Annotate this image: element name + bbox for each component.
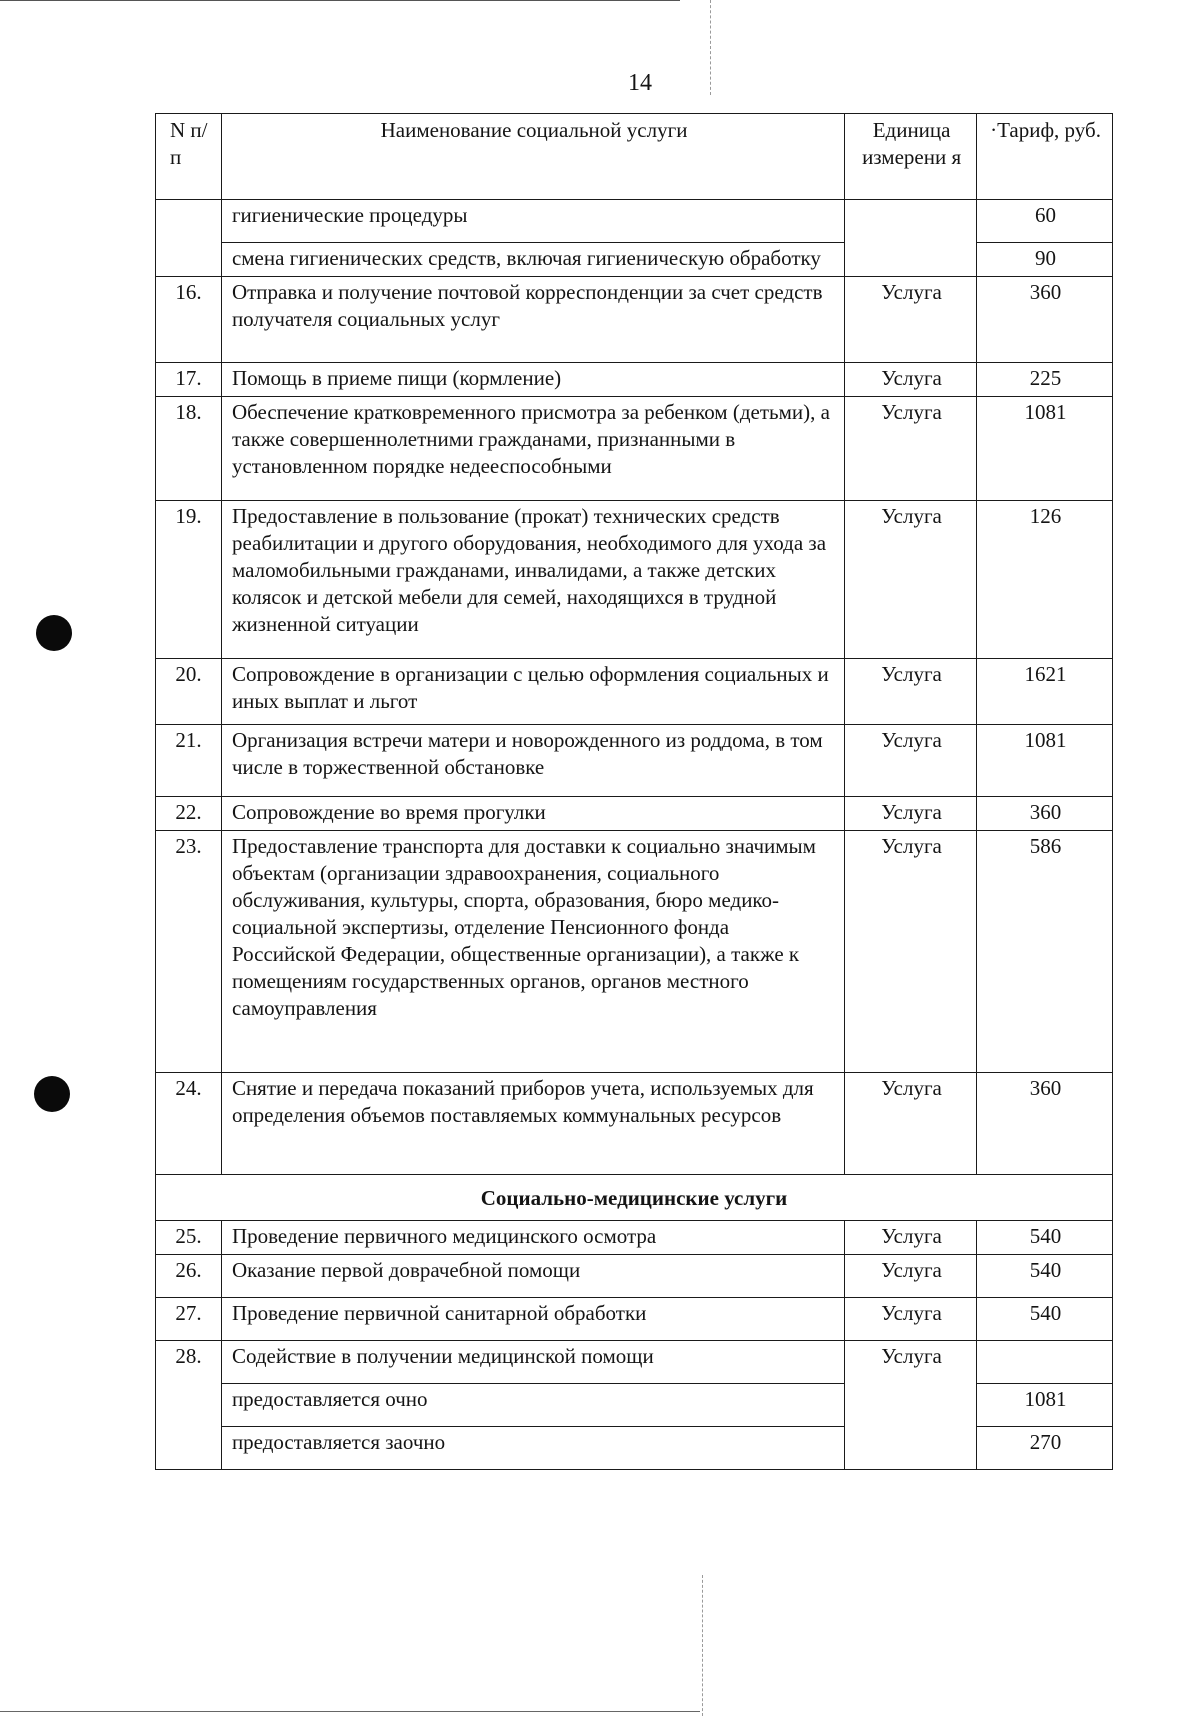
page-number: 14	[628, 70, 652, 96]
row-tariff: 586	[977, 831, 1113, 1073]
row-num: 17.	[156, 363, 222, 397]
table-row	[156, 1221, 1113, 1255]
fold-line	[702, 1575, 703, 1716]
hole-punch	[34, 1076, 70, 1112]
row-name: гигиенические процедуры	[221, 200, 844, 243]
table-row	[156, 1341, 1113, 1384]
row-tariff: 1081	[977, 1384, 1113, 1427]
row-num: 16.	[156, 277, 222, 363]
table-row	[156, 397, 1113, 501]
row-unit: Услуга	[845, 831, 977, 1073]
row-num: 22.	[156, 797, 222, 831]
row-name: Помощь в приеме пищи (кормление)	[221, 363, 844, 397]
row-name: смена гигиенических средств, включая гигиеническую обработку	[221, 243, 844, 277]
row-num: 23.	[156, 831, 222, 1073]
row-num: 27.	[156, 1298, 222, 1341]
row-unit: Услуга	[845, 1341, 977, 1470]
row-tariff: 360	[977, 1073, 1113, 1175]
row-num: 21.	[156, 725, 222, 797]
header-tariff: ·Тариф, руб.	[977, 114, 1113, 200]
row-unit: Услуга	[845, 659, 977, 725]
row-name: Оказание первой доврачебной помощи	[221, 1255, 844, 1298]
header-num: N п/п	[156, 114, 222, 200]
row-unit: Услуга	[845, 363, 977, 397]
row-name: Сопровождение во время прогулки	[221, 797, 844, 831]
table-row	[156, 797, 1113, 831]
row-num	[156, 200, 222, 277]
row-tariff: 360	[977, 277, 1113, 363]
services-table	[155, 113, 1113, 1470]
row-tariff: 60	[977, 200, 1113, 243]
row-name: Организация встречи матери и новорожденного из роддома, в том числе в торжественной обстановке	[221, 725, 844, 797]
row-num: 24.	[156, 1073, 222, 1175]
row-tariff: 90	[977, 243, 1113, 277]
row-name: Проведение первичной санитарной обработки	[221, 1298, 844, 1341]
table-row	[156, 725, 1113, 797]
row-unit: Услуга	[845, 1255, 977, 1298]
row-num: 28.	[156, 1341, 222, 1470]
header-unit: Единица измерени я	[845, 114, 977, 200]
table-row	[156, 200, 1113, 243]
scan-edge-top	[0, 0, 680, 1]
table-row	[156, 1073, 1113, 1175]
section-heading-row	[156, 1175, 1113, 1221]
row-name: предоставляется очно	[221, 1384, 844, 1427]
row-unit: Услуга	[845, 397, 977, 501]
table-header	[156, 114, 1113, 200]
row-num: 25.	[156, 1221, 222, 1255]
table-row	[156, 1298, 1113, 1341]
row-name: Отправка и получение почтовой корреспонденции за счет средств получателя социальных услуг	[221, 277, 844, 363]
row-name: Обеспечение кратковременного присмотра за ребенком (детьми), а также совершеннолетними гражданами, признанными в установленном порядке недееспособными	[221, 397, 844, 501]
row-tariff: 1081	[977, 397, 1113, 501]
scan-edge-bottom	[0, 1711, 700, 1712]
row-name: Проведение первичного медицинского осмотра	[221, 1221, 844, 1255]
row-tariff: 270	[977, 1427, 1113, 1470]
row-num: 19.	[156, 501, 222, 659]
table-row	[156, 277, 1113, 363]
fold-line	[710, 0, 711, 95]
row-tariff: 540	[977, 1298, 1113, 1341]
hole-punch	[36, 615, 72, 651]
row-tariff	[977, 1341, 1113, 1384]
row-name: Снятие и передача показаний приборов учета, используемых для определения объемов поставляемых коммунальных ресурсов	[221, 1073, 844, 1175]
row-tariff: 540	[977, 1221, 1113, 1255]
table-row	[156, 501, 1113, 659]
row-tariff: 1081	[977, 725, 1113, 797]
row-name: предоставляется заочно	[221, 1427, 844, 1470]
row-num: 18.	[156, 397, 222, 501]
row-unit: Услуга	[845, 1221, 977, 1255]
row-tariff: 1621	[977, 659, 1113, 725]
row-tariff: 225	[977, 363, 1113, 397]
row-name: Предоставление транспорта для доставки к социально значимым объектам (организации здравоохранения, социального обслуживания, культуры, спорта, образования, бюро медико-социальной экспертизы, отделение Пенсионного фонда Российской Федерации, общественные организации), а также к помещениям государственных органов, органов местного самоуправления	[221, 831, 844, 1073]
row-name: Сопровождение в организации с целью оформления социальных и иных выплат и льгот	[221, 659, 844, 725]
row-tariff: 126	[977, 501, 1113, 659]
row-unit: Услуга	[845, 725, 977, 797]
table-row	[156, 659, 1113, 725]
row-tariff: 360	[977, 797, 1113, 831]
table-row	[156, 363, 1113, 397]
row-unit: Услуга	[845, 501, 977, 659]
table-row	[156, 831, 1113, 1073]
row-unit: Услуга	[845, 1073, 977, 1175]
row-num: 20.	[156, 659, 222, 725]
row-unit	[845, 200, 977, 277]
row-num: 26.	[156, 1255, 222, 1298]
row-unit: Услуга	[845, 797, 977, 831]
header-name: Наименование социальной услуги	[221, 114, 844, 200]
table-row	[156, 1255, 1113, 1298]
row-tariff: 540	[977, 1255, 1113, 1298]
row-unit: Услуга	[845, 1298, 977, 1341]
row-name: Предоставление в пользование (прокат) технических средств реабилитации и другого оборудования, необходимого для ухода за маломобильными гражданами, инвалидами, а также детских колясок и детской мебели для семей, находящихся в трудной жизненной ситуации	[221, 501, 844, 659]
section-title: Социально-медицинские услуги	[156, 1175, 1113, 1221]
row-name: Содействие в получении медицинской помощи	[221, 1341, 844, 1384]
row-unit: Услуга	[845, 277, 977, 363]
